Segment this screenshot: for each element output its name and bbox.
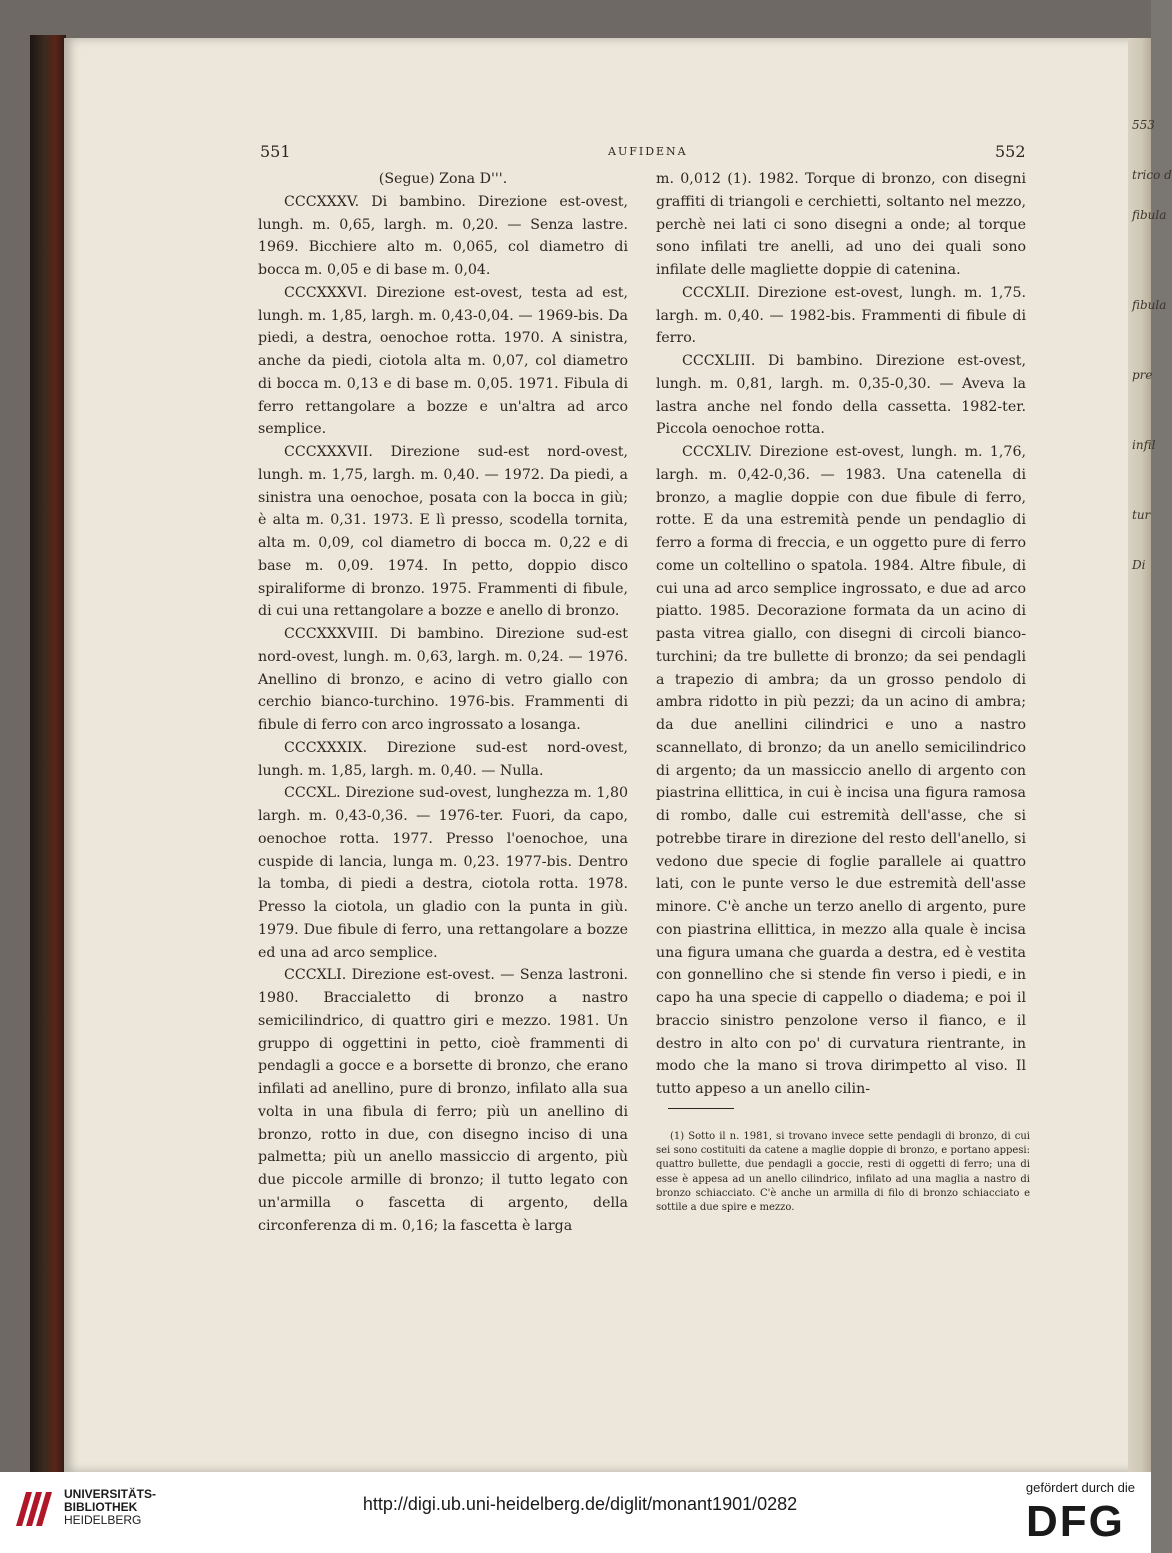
- library-name-line: BIBLIOTHEK: [64, 1500, 138, 1514]
- entry-paragraph: CCCXL. Direzione sud-ovest, lunghezza m. 1,80 largh. m. 0,43-0,36. — 1976-ter. Fuori, da capo, oenochoe rotta. 1977. Presso l'oenochoe, una cuspide di lancia, lunga m. 0,23. 1977-bis. Dentro la tomba, di piedi a destra, ciotola rotta. 1978. Presso la ciotola, un gladio con la punta in giù. 1979. Due fibule di ferro, una rettangolare a bozze ed una ad arco semplice.: [258, 785, 628, 961]
- viewer-footer: [0, 1472, 1151, 1553]
- edge-fragment: Di: [1132, 558, 1146, 572]
- entry-paragraph: CCCXLI. Direzione est-ovest. — Senza lastroni. 1980. Braccialetto di bronzo a nastro semicilindrico, di quattro giri e mezzo. 1981. Un gruppo di oggettini in petto, cioè frammenti di pendagli a gocce e a borsette di bronzo, che erano infilati ad anellino, pure di bronzo, infilato alla sua volta in una fibula di ferro; più un anellino di bronzo, rotto in due, con disegno inciso di una palmetta; più un anello massiccio di argento, più due piccole armille di bronzo; il tutto legato con un'armilla o fascetta di argento, della circonferenza di m. 0,16; la fascetta è larga: [258, 967, 628, 1234]
- entry-paragraph: CCCXLIII. Di bambino. Direzione est-ovest, lungh. m. 0,81, largh. m. 0,35-0,30. — Aveva la lastra anche nel fondo della cassetta. 1982-ter. Piccola oenochoe rotta.: [656, 353, 1026, 438]
- edge-fragment: infil: [1132, 438, 1156, 452]
- entry-paragraph: CCCXLII. Direzione est-ovest, lungh. m. 1,75. largh. m. 0,40. — 1982-bis. Frammenti di fibule di ferro.: [656, 284, 1026, 347]
- edge-fragment: 553: [1132, 118, 1155, 132]
- entry-paragraph: CCCXXXVI. Direzione est-ovest, testa ad est, lungh. m. 1,85, largh. m. 0,43-0,04. — 1969-bis. Da piedi, a destra, oenochoe rotta. 1970. A sinistra, anche da piedi, ciotola alta m. 0,07, col diametro di bocca m. 0,13 e di base m. 0,05. 1971. Fibula di ferro rettangolare a bozze e un'altra ad arco semplice.: [258, 284, 628, 438]
- page-number-right: 552: [995, 142, 1026, 161]
- left-column: [258, 168, 628, 1237]
- page-number-left: 551: [260, 142, 291, 161]
- entry-paragraph: CCCXXXVII. Direzione sud-est nord-ovest, lungh. m. 1,75, largh. m. 0,40. — 1972. Da piedi, a sinistra una oenochoe, posata con la bocca in giù; è alta m. 0,31. 1973. E lì presso, scodella tornita, alta m. 0,09, col diametro di bocca m. 0,22 e di base m. 0,09. 1974. In petto, doppio disco spiraliforme di bronzo. 1975. Frammenti di fibule, di cui una rettangolare a bozze e anello di bronzo.: [258, 444, 628, 620]
- footnote-rule: [668, 1108, 734, 1109]
- dfg-logo[interactable]: DFG: [1026, 1497, 1125, 1546]
- funding-label: gefördert durch die: [1025, 1480, 1135, 1495]
- library-name[interactable]: [64, 1488, 156, 1527]
- library-name-line: HEIDELBERG: [64, 1513, 142, 1527]
- entry-paragraph: CCCXXXIX. Direzione sud-est nord-ovest, lungh. m. 1,85, largh. m. 0,40. — Nulla.: [258, 739, 628, 779]
- university-library-logo-icon[interactable]: [12, 1486, 56, 1530]
- edge-fragment: fibula: [1132, 298, 1167, 312]
- edge-fragment: fibula: [1132, 208, 1167, 222]
- book-spine: [30, 35, 66, 1472]
- running-title: AUFIDENA: [608, 145, 688, 158]
- edge-fragment: tur: [1132, 508, 1151, 522]
- entry-paragraph: CCCXXXVIII. Di bambino. Direzione sud-est nord-ovest, lungh. m. 0,63, largh. m. 0,24. — 1976. Anellino di bronzo, e acino di vetro giallo con cerchio bianco-turchino. 1976-bis. Frammenti di fibule di ferro con arco ingrossato a losanga.: [258, 626, 628, 733]
- section-heading: (Segue) Zona D'''.: [378, 171, 508, 187]
- edge-fragment: pre: [1132, 368, 1153, 382]
- right-column: [656, 168, 1026, 1101]
- permalink-url[interactable]: http://digi.ub.uni-heidelberg.de/diglit/monant1901/0282: [362, 1494, 798, 1514]
- entry-paragraph: CCCXXXV. Di bambino. Direzione est-ovest, lungh. m. 0,65, largh. m. 0,20. — Senza lastre. 1969. Bicchiere alto m. 0,065, col diametro di bocca m. 0,05 e di base m. 0,04.: [258, 193, 628, 278]
- entry-paragraph: m. 0,012 (1). 1982. Torque di bronzo, con disegni graffiti di triangoli e cerchietti, soltanto nel mezzo, perchè nei lati ci sono disegni a onde; al torque sono infilati tre anelli, ad uno dei quali sono infilate delle magliette doppie di catenina.: [656, 171, 1026, 278]
- library-name-line: UNIVERSITÄTS-: [64, 1487, 157, 1501]
- edge-fragment: trico d: [1132, 168, 1172, 182]
- entry-paragraph: CCCXLIV. Direzione est-ovest, lungh. m. 1,76, largh. m. 0,42-0,36. — 1983. Una catenella di bronzo, a maglie doppie con due fibule di ferro, rotte. E da una estremità pende un pendaglio di ferro a forma di freccia, e un oggetto pure di ferro come un coltellino o spatola. 1984. Altre fibule, di cui una ad arco semplice ingrossato, e due ad arco piatto. 1985. Decorazione formata da un acino di pasta vitrea giallo, con disegni di circoli bianco-turchini; da tre bullette di bronzo; da sei pendagli a trapezio di ambra; da un grosso pendolo di ambra ridotto in più pezzi; da un acino di ambra; da due anellini cilindrici e uno a nastro scannellato, di bronzo; da un anello semicilindrico di argento; da un massiccio anello di argento con piastrina ellittica, in cui è incisa una figura ramosa di rombo, dalle cui estremità dell'asse, che si potrebbe tirare in direzione del resto dell'anello, si vedono due specie di foglie parallele ai quattro lati, con le punte verso le due estremità dell'asse minore. C'è anche un terzo anello di argento, pure con piastrina ellittica, in mezzo alla quale è incisa una figura umana che guarda a destra, ed è vestita con gonnellino che si stende fin verso i piedi, e in capo ha una specie di cappello o diadema; e poi il braccio sinistro penzolone verso il fianco, e il destro in alto con po' di curvatura rientrante, in modo che la mano si trova dirimpetto al viso. Il tutto appeso a un anello cilin-: [656, 444, 1026, 1097]
- facing-page-edge: [1128, 38, 1172, 1472]
- footnote: (1) Sotto il n. 1981, si trovano invece sette pendagli di bronzo, di cui sei sono costituiti da catene a maglie doppie di bronzo, e portano appesi: quattro bullette, due pendagli a goccie, resti di oggetti di ferro; una di esse è appesa ad un anello cilindrico, infilato ad una maglia a nastro di bronzo schiacciato. C'è anche un armilla di filo di bronzo schiacciato e sottile a due spire e mezzo.: [656, 1131, 1030, 1214]
